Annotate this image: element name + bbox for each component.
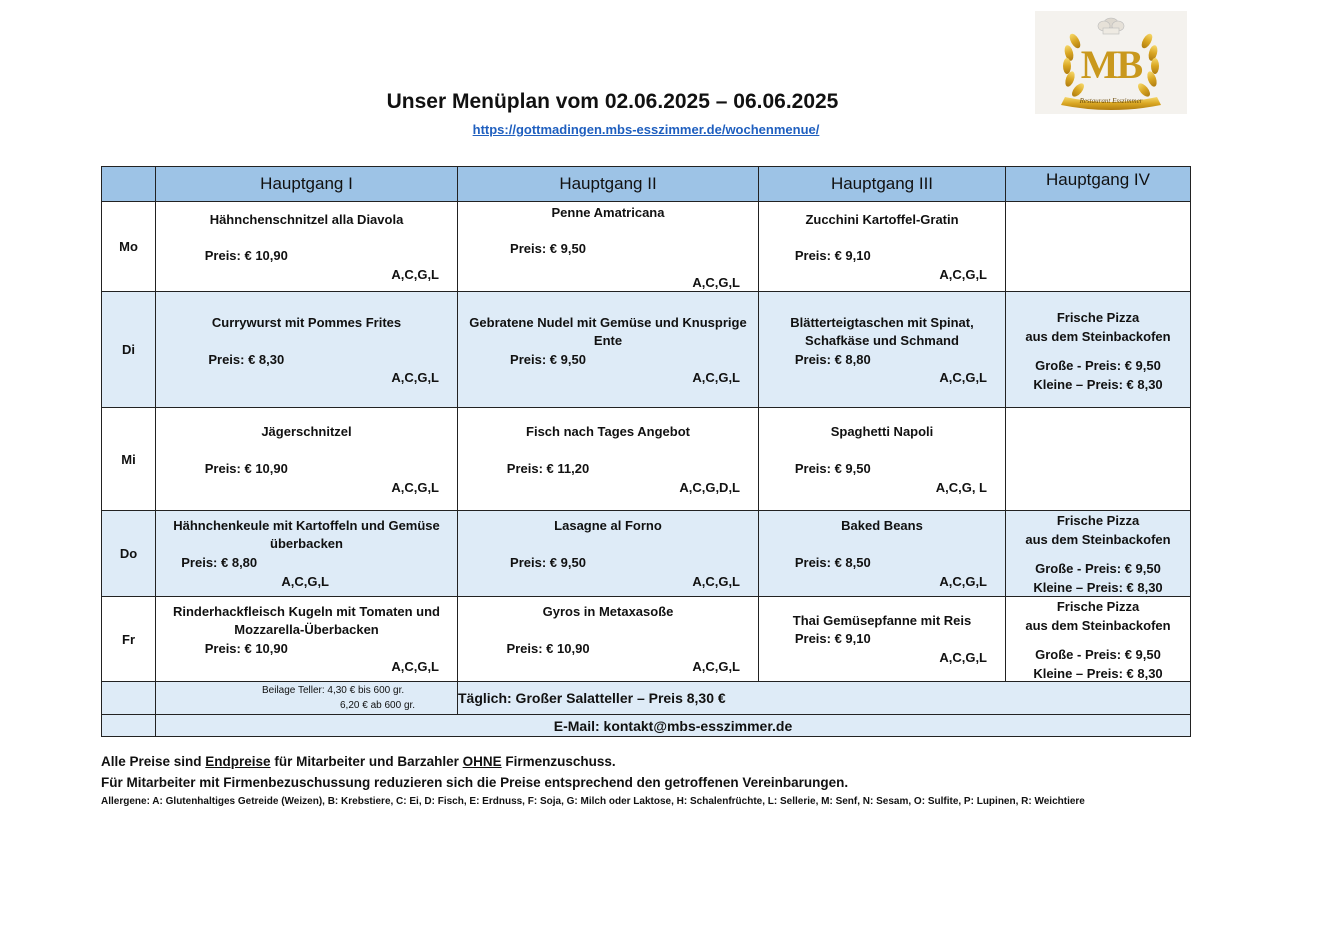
dish-name: Hähnchenkeule mit Kartoffeln und Gemüse überbacken [173,518,440,551]
dish-name: Jägerschnitzel [261,424,352,439]
dish-cell [759,511,1006,597]
dish-cell [458,202,759,292]
dish-price: Preis: € 11,20 [506,461,590,476]
price-note-line-1 [101,754,616,769]
dish-allergens: A,C,G,L [281,574,329,589]
dish-name: Thai Gemüsepfanne mit Reis [792,613,972,628]
allergen-legend: Allergene: A: Glutenhaltiges Getreide (Weizen), B: Krebstiere, C: Ei, D: Fisch, E: Erdnuss, F: Soja, G: Milch oder Laktose, H: Schalenfrüchte, L: Sellerie, M: Senf, N: Sesam, O: Sulfite, P: Lupinen, R: Weichtiere [101,796,1085,807]
pizza-price-large: Große - Preis: € 9,50 [1035,561,1161,576]
table-row-email [102,715,1191,737]
dish-allergens: A,C,G,L [939,267,987,282]
dish-cell [759,597,1006,682]
dish-price: Preis: € 9,10 [794,631,871,646]
dish-name: Blätterteigtaschen mit Spinat, Schafkäse und Schmand [790,315,974,348]
dish-allergens: A,C,G,L [692,275,740,290]
dish-allergens: A,C,G,D,L [679,480,740,495]
header-empty-cell [102,167,156,202]
dish-allergens: A,C,G,L [391,267,439,282]
dish-name: Hähnchenschnitzel alla Diavola [209,212,404,227]
dish-cell [759,202,1006,292]
pizza-price-small: Kleine – Preis: € 8,30 [1033,666,1163,681]
dish-cell [458,408,759,511]
dish-cell [759,408,1006,511]
note-emphasis-ohne: OHNE [462,754,502,769]
dish-cell [458,292,759,408]
pizza-cell [1006,511,1191,597]
note-text: für Mitarbeiter und Barzahler [270,754,463,769]
menu-table [101,166,1191,737]
website-link[interactable]: https://gottmadingen.mbs-esszimmer.de/wochenmenue/ [472,122,820,137]
dish-cell [458,511,759,597]
pizza-cell [1006,597,1191,682]
dish-cell [156,292,458,408]
dish-allergens: A,C,G,L [692,574,740,589]
page-title: Unser Menüplan vom 02.06.2025 – 06.06.2025 [386,90,839,113]
dish-price: Preis: € 9,50 [510,241,586,256]
note-text: Firmenzuschuss. [501,754,616,769]
dish-allergens: A,C,G,L [939,650,987,665]
dish-cell [458,597,759,682]
dish-price: Preis: € 10,90 [204,461,288,476]
pizza-price-small: Kleine – Preis: € 8,30 [1033,580,1163,595]
dish-allergens: A,C,G,L [939,574,987,589]
note-emphasis-endpreise: Endpreise [205,754,271,769]
day-label: Mi [102,408,156,511]
email-contact[interactable]: E-Mail: kontakt@mbs-esszimmer.de [156,715,1191,737]
table-row-monday [102,202,1191,292]
dish-price: Preis: € 9,50 [510,555,586,570]
table-header-row [102,167,1191,202]
dish-price: Preis: € 9,50 [794,461,871,476]
dish-name: Gyros in Metaxasoße [542,604,674,619]
day-label: Fr [102,597,156,682]
header-hauptgang-2: Hauptgang II [458,167,759,202]
dish-name: Spaghetti Napoli [830,424,934,439]
dish-cell [759,292,1006,408]
dish-price: Preis: € 8,50 [794,555,871,570]
dish-allergens: A,C,G,L [391,480,439,495]
dish-cell-empty [1006,202,1191,292]
dish-price: Preis: € 8,30 [208,352,285,367]
table-row-thursday [102,511,1191,597]
dish-name: Gebratene Nudel mit Gemüse und Knusprige Ente [469,315,747,348]
day-label: Di [102,292,156,408]
dish-allergens: A,C,G,L [391,659,439,674]
note-text: Alle Preise sind [101,754,206,769]
pizza-subtitle: aus dem Steinbackofen [1025,532,1171,547]
header-hauptgang-1: Hauptgang I [156,167,458,202]
pizza-price-small: Kleine – Preis: € 8,30 [1033,377,1163,392]
dish-cell [156,597,458,682]
logo-script-text: Restaurant Esszimmer [1079,97,1143,105]
price-note-line-2: Für Mitarbeiter mit Firmenbezuschussung reduzieren sich die Preise entsprechend den getroffenen Vereinbarungen. [101,775,849,790]
dish-cell [156,408,458,511]
table-row-wednesday [102,408,1191,511]
pizza-price-large: Große - Preis: € 9,50 [1035,647,1161,662]
table-row-friday [102,597,1191,682]
dish-price: Preis: € 10,90 [204,641,288,656]
pizza-title: Frische Pizza [1056,310,1140,325]
day-label: Do [102,511,156,597]
footer-empty-cell [102,682,156,715]
logo-monogram: MB [1080,42,1142,87]
pizza-price-large: Große - Preis: € 9,50 [1035,358,1161,373]
dish-price: Preis: € 10,90 [204,248,288,263]
dish-cell-empty [1006,408,1191,511]
table-row-tuesday [102,292,1191,408]
dish-price: Preis: € 9,10 [794,248,871,263]
day-label: Mo [102,202,156,292]
dish-name: Zucchini Kartoffel-Gratin [805,212,959,227]
dish-name: Currywurst mit Pommes Frites [211,315,402,330]
pizza-cell [1006,292,1191,408]
side-dish-price-2: 6,20 € ab 600 gr. [340,700,416,711]
pizza-title: Frische Pizza [1056,513,1140,528]
dish-allergens: A,C,G, L [935,480,987,495]
dish-price: Preis: € 8,80 [794,352,871,367]
dish-name: Penne Amatricana [551,205,665,220]
dish-allergens: A,C,G,L [939,370,987,385]
dish-allergens: A,C,G,L [692,370,740,385]
pizza-subtitle: aus dem Steinbackofen [1025,329,1171,344]
dish-allergens: A,C,G,L [391,370,439,385]
side-dish-price-1: Beilage Teller: 4,30 € bis 600 gr. [262,685,405,696]
dish-name: Rinderhackfleisch Kugeln mit Tomaten und Mozzarella-Überbacken [172,604,440,637]
dish-cell [156,511,458,597]
footer-empty-cell [102,715,156,737]
pizza-subtitle: aus dem Steinbackofen [1025,618,1171,633]
dish-price: Preis: € 8,80 [181,555,258,570]
chef-hat-icon [1098,18,1124,34]
dish-cell [156,202,458,292]
dish-name: Lasagne al Forno [554,518,662,533]
side-dish-cell [156,682,458,715]
table-row-extras [102,682,1191,715]
dish-name: Fisch nach Tages Angebot [526,424,690,439]
dish-price: Preis: € 10,90 [506,641,590,656]
pizza-title: Frische Pizza [1056,599,1140,614]
header-hauptgang-3: Hauptgang III [759,167,1006,202]
daily-salad-cell: Täglich: Großer Salatteller – Preis 8,30 € [458,682,1191,715]
dish-allergens: A,C,G,L [692,659,740,674]
dish-name: Baked Beans [841,518,923,533]
header-hauptgang-4: Hauptgang IV [1006,167,1191,202]
dish-price: Preis: € 9,50 [510,352,586,367]
